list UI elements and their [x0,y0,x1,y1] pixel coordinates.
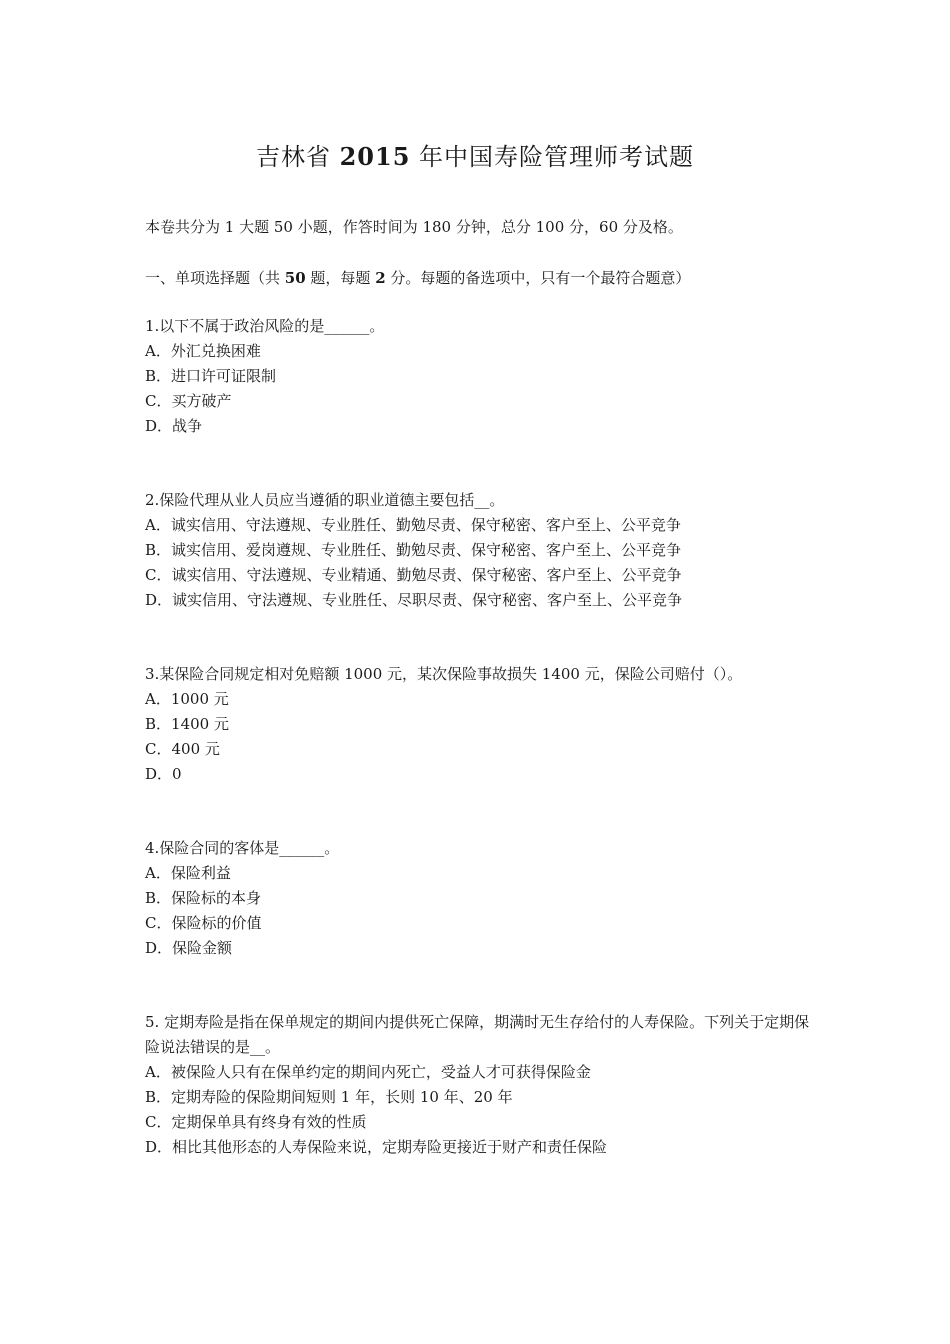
option-d: D．战争 [145,417,203,435]
section-heading [145,268,690,288]
question-stem: 5. 定期寿险是指在保单规定的期间内提供死亡保障，期满时无生存给付的人寿保险。下列关于定期保险说法错误的是__。 [145,1013,810,1056]
option-d: D．相比其他形态的人寿保险来说，定期寿险更接近于财产和责任保险 [145,1138,608,1156]
option-a: A．外汇兑换困难 [145,342,261,360]
option-b: B．定期寿险的保险期间短则 1 年，长则 10 年、20 年 [145,1088,513,1106]
option-c: C．400 元 [145,740,220,758]
option-c: C．定期保单具有终身有效的性质 [145,1113,367,1131]
option-a: A．诚实信用、守法遵规、专业胜任、勤勉尽责、保守秘密、客户至上、公平竞争 [145,516,681,534]
option-b: B．保险标的本身 [145,889,262,907]
option-d: D．0 [145,765,182,783]
option-d: D．保险金额 [145,939,233,957]
document-title [0,137,950,172]
question-stem: 3.某保险合同规定相对免赔额 1000 元，某次保险事故损失 1400 元，保险公司赔付（）。 [145,665,743,683]
option-a: A．保险利益 [145,864,231,882]
section-text-1: 一、单项选择题（共 [145,269,285,287]
option-d: D．诚实信用、守法遵规、专业胜任、尽职尽责、保守秘密、客户至上、公平竞争 [145,591,683,609]
question-stem: 2.保险代理从业人员应当遵循的职业道德主要包括__。 [145,491,505,509]
question-2 [145,488,682,613]
question-5 [145,1010,815,1160]
option-c: C．买方破产 [145,392,232,410]
title-year: 2015 [339,142,411,171]
section-text-3: 分。每题的备选项中，只有一个最符合题意） [385,269,691,287]
option-b: B．1400 元 [145,715,229,733]
option-b: B．诚实信用、爱岗遵规、专业胜任、勤勉尽责、保守秘密、客户至上、公平竞争 [145,541,682,559]
section-count: 50 [284,269,306,287]
question-stem: 4.保险合同的客体是______。 [145,839,340,857]
option-a: A．被保险人只有在保单约定的期间内死亡，受益人才可获得保险金 [145,1063,591,1081]
question-3 [145,662,742,787]
question-1 [145,314,384,439]
section-text-2: 题，每题 [305,269,376,287]
title-suffix: 年中国寿险管理师考试题 [419,143,695,171]
title-prefix: 吉林省 [255,143,331,171]
question-4 [145,836,339,961]
option-c: C．保险标的价值 [145,914,262,932]
question-stem: 1.以下不属于政治风险的是______。 [145,317,385,335]
option-b: B．进口许可证限制 [145,367,277,385]
option-c: C．诚实信用、守法遵规、专业精通、勤勉尽责、保守秘密、客户至上、公平竞争 [145,566,682,584]
option-a: A．1000 元 [145,690,229,708]
exam-intro: 本卷共分为 1 大题 50 小题，作答时间为 180 分钟，总分 100 分，60 分及格。 [145,218,683,236]
section-points: 2 [375,269,386,287]
